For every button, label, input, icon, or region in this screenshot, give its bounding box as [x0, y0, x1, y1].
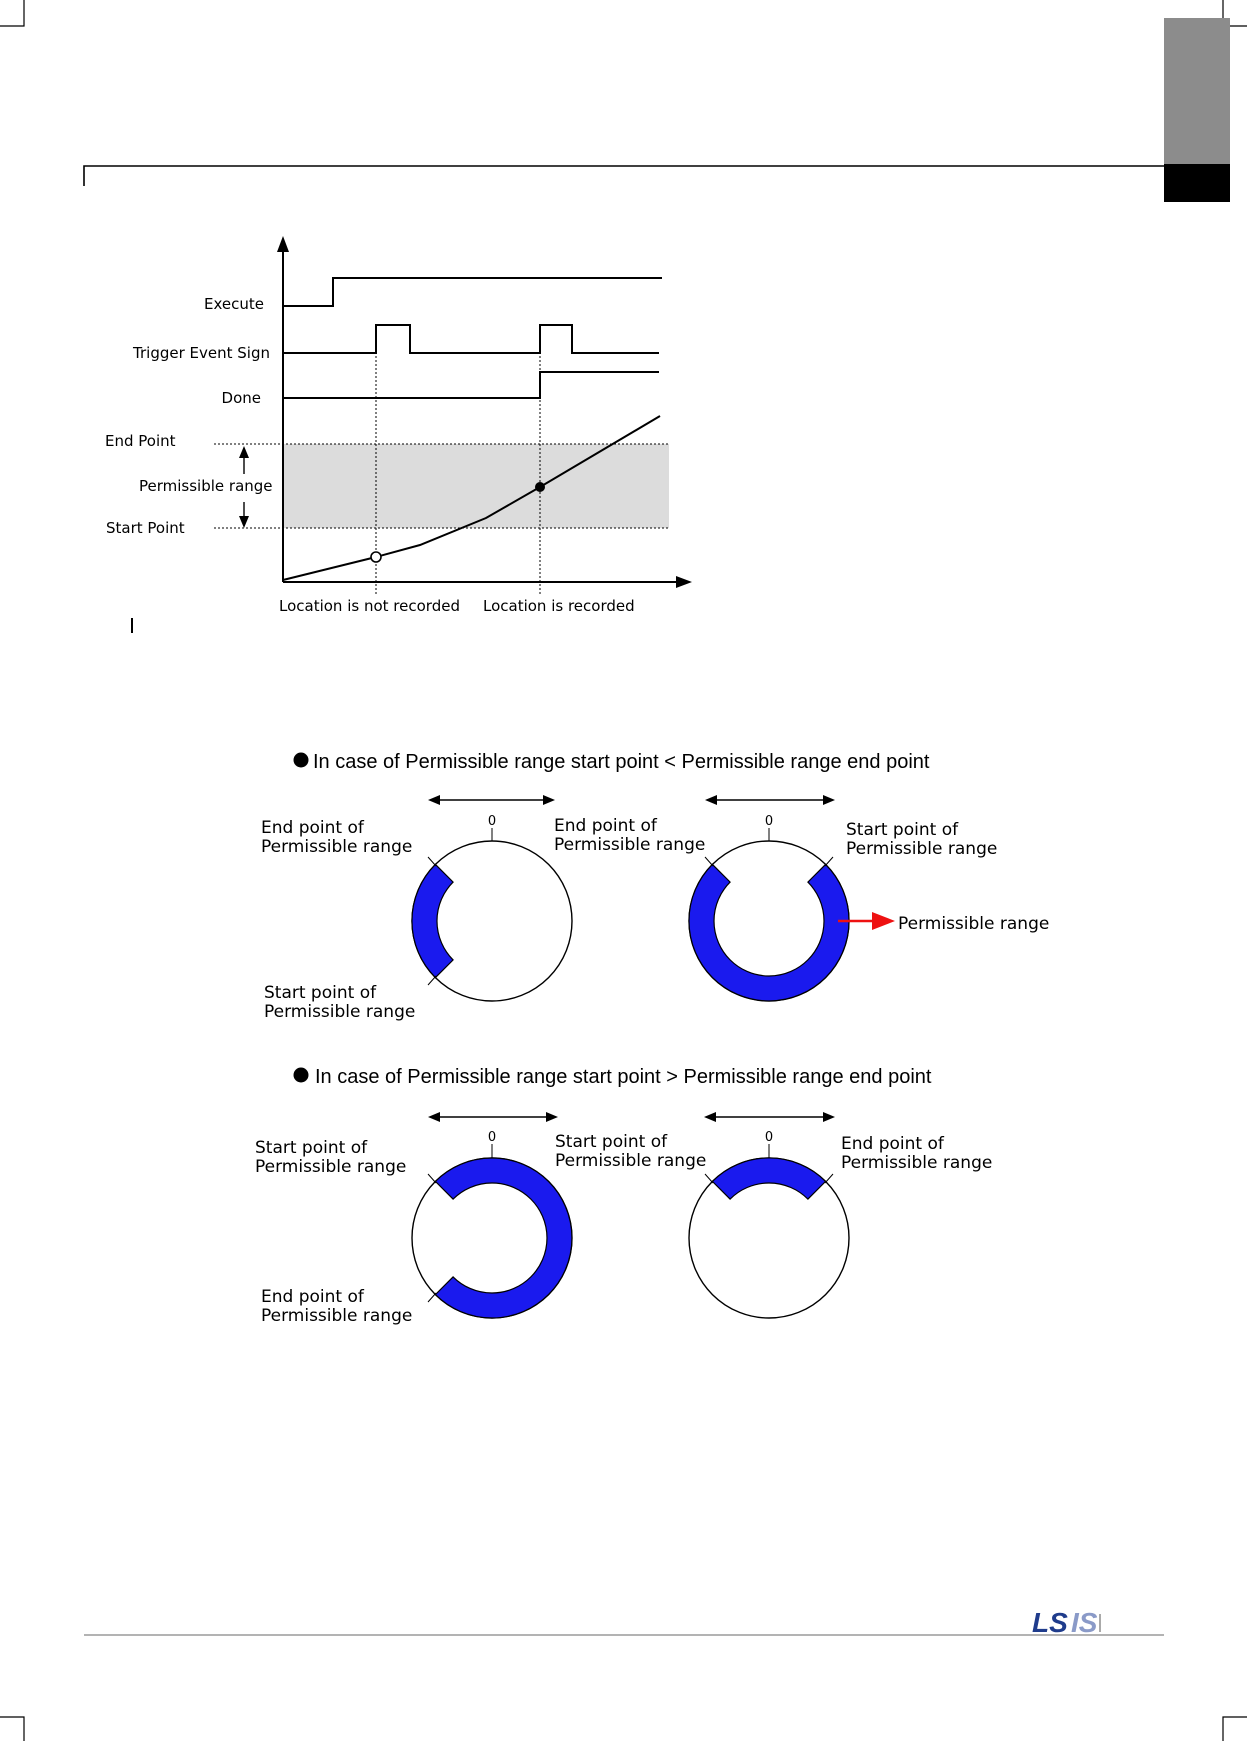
case1-right-tick-left: [705, 857, 713, 866]
start-point-label: Start Point: [106, 519, 185, 537]
case2-left-zero: 0: [487, 1130, 497, 1145]
case1-left-span-arrow-head-l: [428, 795, 440, 805]
case2-left-tick-bottom: [428, 1293, 436, 1302]
done-signal: [283, 372, 659, 398]
svg-text:IS: IS: [1071, 1607, 1098, 1638]
case2-right-label: End point of Permissible range: [841, 1134, 993, 1173]
case1-red-arrow-head: [872, 912, 895, 930]
case2-left-tick-top: [428, 1174, 436, 1183]
point-recorded: [535, 482, 545, 492]
x-axis-arrow: [676, 576, 692, 588]
case2-right-tick-left: [705, 1174, 713, 1183]
case1-left-tick-top: [428, 857, 436, 866]
case2-left-span-arrow-head-l: [428, 1112, 440, 1122]
range-arrow-down-head: [239, 516, 249, 528]
trigger-signal: [283, 325, 659, 353]
chapter-tab-gray: [1164, 18, 1230, 164]
case2-right-span-arrow-head-l: [704, 1112, 716, 1122]
case1-left-bottom-label: Start point of Permissible range: [264, 983, 416, 1022]
caption-not-recorded: Location is not recorded: [279, 597, 460, 615]
ls-is-logo: [1032, 1607, 1100, 1638]
point-not-recorded: [371, 552, 381, 562]
case1-right-span-arrow-head-r: [823, 795, 835, 805]
case1-arrow-label: Permissible range: [898, 914, 1050, 934]
header-rule: [84, 166, 1164, 186]
case1-right-span-arrow-head-l: [705, 795, 717, 805]
timing-chart: [105, 236, 692, 615]
case2-diagram: [255, 1066, 992, 1326]
case1-right-tick-right: [825, 857, 833, 866]
permissible-range-label: Permissible range: [139, 477, 273, 495]
case1-heading-bullet: [294, 753, 309, 768]
done-label: Done: [221, 389, 261, 407]
case2-left-bottom-label: End point of Permissible range: [261, 1287, 413, 1326]
case1-left-top-label: End point of Permissible range: [261, 818, 413, 857]
trigger-label: Trigger Event Sign: [133, 344, 270, 362]
svg-text:LS: LS: [1032, 1607, 1068, 1638]
case1-left-span-arrow-head-r: [543, 795, 555, 805]
execute-label: Execute: [204, 295, 264, 313]
chapter-tab-black: [1164, 164, 1230, 202]
case1-left-tick-bottom: [428, 976, 436, 985]
case2-left-top-label: Start point of Permissible range: [255, 1138, 407, 1177]
caption-recorded: Location is recorded: [483, 597, 635, 615]
case1-diagram: [261, 751, 1049, 1022]
case1-right-label: Start point of Permissible range: [846, 820, 998, 859]
case2-heading-bullet: [294, 1068, 309, 1083]
case1-left-zero: 0: [487, 814, 497, 829]
permissible-band: [283, 444, 669, 528]
case2-mid-label: Start point of Permissible range: [555, 1132, 707, 1171]
case2-right-zero: 0: [764, 1130, 774, 1145]
y-axis-arrow: [277, 236, 289, 252]
case1-right-zero: 0: [764, 814, 774, 829]
case1-mid-label: End point of Permissible range: [554, 816, 706, 855]
range-arrow-up-head: [239, 446, 249, 458]
case1-heading: In case of Permissible range start point < Permissible range end point: [313, 751, 930, 773]
margin-mark: [131, 618, 133, 633]
case2-right-span-arrow-head-r: [823, 1112, 835, 1122]
execute-signal: [283, 278, 662, 306]
case2-left-span-arrow-head-r: [546, 1112, 558, 1122]
case2-heading: In case of Permissible range start point > Permissible range end point: [315, 1066, 932, 1088]
case2-right-tick-right: [825, 1174, 833, 1183]
end-point-label: End Point: [105, 432, 176, 450]
